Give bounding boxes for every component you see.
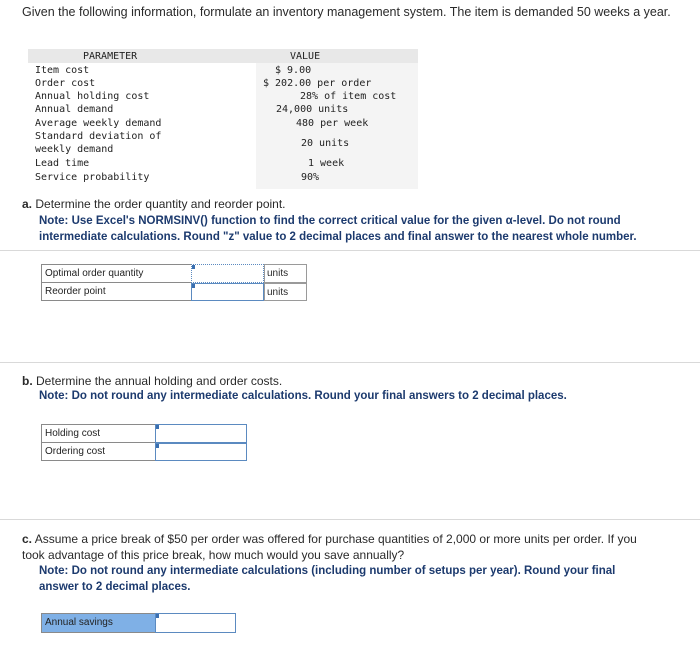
param-value: 20 units [301,138,350,149]
order-quantity-input[interactable] [191,264,264,283]
param-value: 90% [301,172,320,183]
part-b-letter: b. [22,374,33,388]
param-value: 24,000 units [276,104,349,115]
reorder-point-input[interactable] [191,283,264,301]
param-label: Item cost [35,65,90,76]
part-b-question [22,373,682,389]
holding-cost-input[interactable] [155,424,247,443]
annual-savings-input[interactable] [155,613,236,633]
part-c-question-text: Assume a price break of $50 per order was offered for purchase quantities of 2,000 or more units per order. If you took advantage of this price break, how much would you save annually? [22,532,637,562]
part-a-answer-labels [41,264,192,301]
param-label: Annual demand [35,104,114,115]
param-value: 1 week [308,158,345,169]
ordering-cost-input[interactable] [155,443,247,461]
param-label: Order cost [35,78,96,89]
param-value: $ 202.00 per order [263,78,372,89]
part-c-answer-labels [41,613,156,633]
header-parameter: PARAMETER [83,51,138,62]
part-a-question [22,196,682,212]
section-divider [0,250,700,251]
part-b-answer-labels [41,424,156,461]
param-label: weekly demand [35,144,114,155]
part-a-letter: a. [22,197,33,211]
unit-label: units [264,264,307,283]
answer-label-order-quantity: Optimal order quantity [42,265,191,283]
param-value: 28% of item cost [300,91,397,102]
section-divider [0,362,700,363]
param-label: Lead time [35,158,90,169]
answer-label-holding-cost: Holding cost [42,425,155,443]
part-c-note: Note: Do not round any intermediate calculations (including number of setups per year). Round your final answer to 2 decimal places. [39,565,616,593]
param-value: $ 9.00 [275,65,312,76]
param-label: Standard deviation of [35,131,162,142]
answer-label-annual-savings: Annual savings [45,617,113,628]
param-value: 480 per week [296,118,369,129]
section-divider [0,519,700,520]
answer-label-ordering-cost: Ordering cost [45,446,106,457]
part-a-note: Note: Use Excel's NORMSINV() function to find the correct critical value for the given α-level. Do not round intermediate calculations. Round "z" value to 2 decimal places and final answer to the nearest whole number. [39,215,637,243]
part-a-question-text: Determine the order quantity and reorder point. [35,197,286,211]
part-c-letter: c. [22,532,33,546]
answer-label-reorder-point: Reorder point [45,286,106,297]
param-label: Average weekly demand [35,118,162,129]
part-b-question-text: Determine the annual holding and order costs. [36,374,283,388]
parameter-table [28,49,418,189]
problem-intro: Given the following information, formulate an inventory management system. The item is demanded 50 weeks a year. [22,5,671,19]
unit-label: units [264,283,307,301]
param-label: Annual holding cost [35,91,150,102]
header-value: VALUE [290,51,321,62]
part-b-note: Note: Do not round any intermediate calculations. Round your final answers to 2 decimal places. [39,390,567,402]
param-label: Service probability [35,172,150,183]
part-c-question [22,531,652,563]
